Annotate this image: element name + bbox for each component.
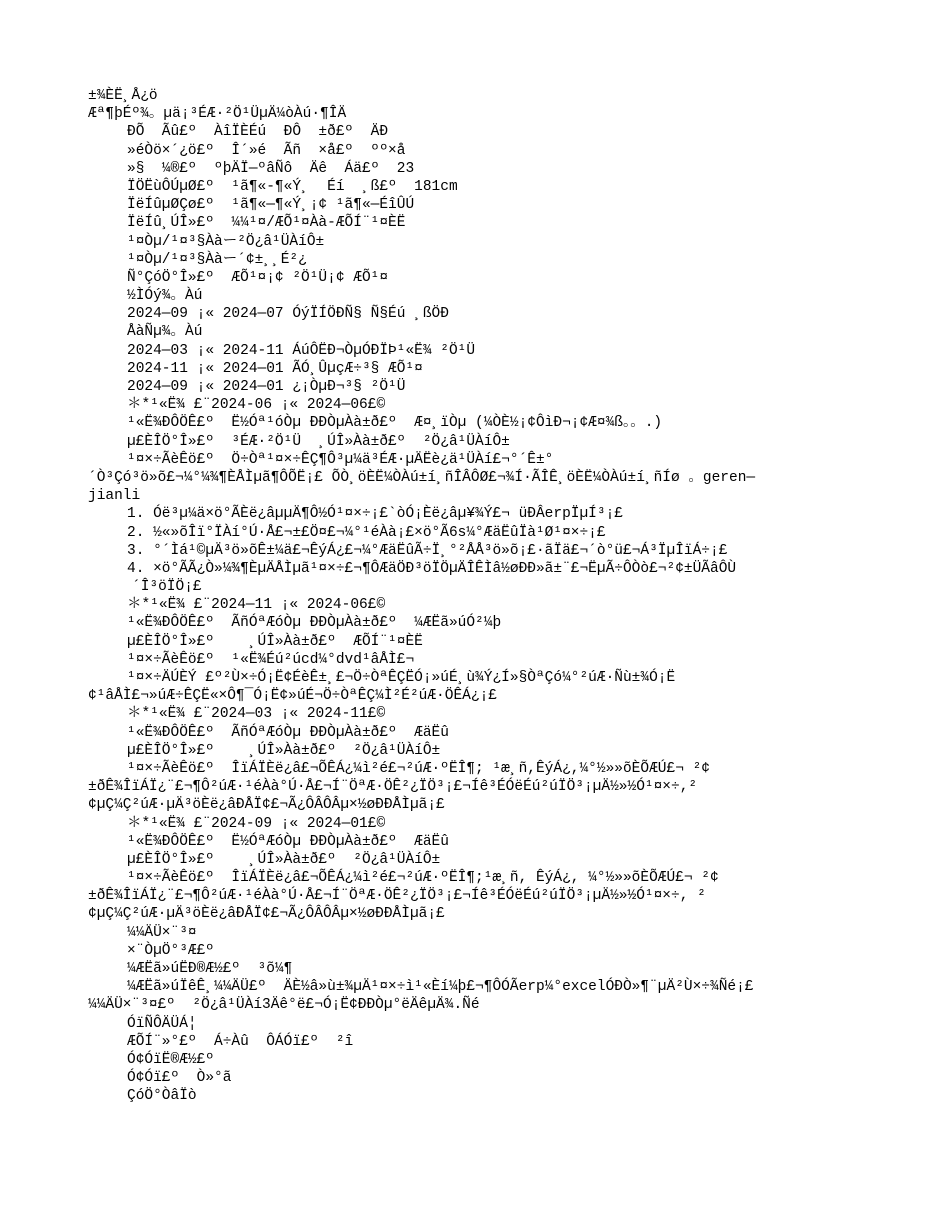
document-line: ÇóÖ°ÒâÏò (127, 1088, 197, 1105)
document-line: 2. ½«»õÎï°ÏÀí°Ú·Å£¬±£Ö¤£¬¼°¹éÀà¡£×ö°Ã6s¼°ÆäËûÏà¹Ø¹¤×÷¡£ (127, 524, 606, 541)
document-line: 3. °´Ìá¹©µÄ³ö»õÊ±¼ä£¬ÊýÁ¿£¬¼°ÆäËûÃ÷Ï¸°²ÅÅ³ö»õ¡£·ãÏä£¬´ò°ü£¬Á³ÏµÎïÁ÷¡£ (127, 542, 728, 559)
document-line: 2024—03 ¡« 2024-11 ÁúÔËÐ¬ÒµÓÐÏÞ¹«Ë¾ ²Ö¹Ü (127, 342, 476, 359)
document-line: µ£ÈÎÖ°Î»£º ¸ÚÎ»Àà±ð£º ÆÕÍ¨¹¤ÈË (127, 633, 423, 650)
document-line: 4. ×ö°ÃÃ¿Ò»¼¾¶ÈµÄÅÌµã¹¤×÷£¬¶ÔÆäÖÐ³öÏÖµÄÎÊÌâ½øÐÐ»ã±¨£¬ËµÃ÷ÔÒò£¬²¢±ÜÃâÔÙ (127, 560, 737, 577)
document-line: ÏÖËùÔÚµØ£º ¹ã¶«-¶«Ý¸ Éí ¸ß£º 181cm (127, 178, 458, 195)
document-line: ¹¤×÷ÄÚÈÝ £º²Ù×÷Ó¡Ë¢ÉèÊ±¸£¬Ö÷ÒªÊÇËÓ¡»úÉ¸ù¾Ý¿Í»§ÒªÇó¼°²úÆ·Ñù±¾Ó¡Ë (127, 670, 676, 686)
document-line: ÐÕ Ãû£º ÀîÏÈÉú ÐÔ ±ð£º ÄÐ (127, 124, 389, 141)
document-line: ¹¤×÷ÃèÊö£º ÎïÁÏÈë¿â£¬ÕÊÁ¿¼ì²é£¬²úÆ·ºËÎ¶; ¹æ¸ñ,ÊýÁ¿,¼°½»»õÈÕÆÚ£¬ ²¢ (127, 760, 710, 777)
document-line: ¢µÇ¼Ç²úÆ·µÄ³öÈë¿âÐÅÏ¢£¬Ã¿ÔÂÔÂµ×½øÐÐÅÌµã¡£ (88, 797, 445, 814)
document-line: ¹«Ë¾ÐÔÖÊ£º ÃñÓªÆóÒµ ÐÐÒµÀà±ð£º ¼ÆËã»úÓ²¼þ (127, 615, 502, 632)
document-line: ＊*¹«Ë¾ £¨2024-09 ¡« 2024—01£© (127, 815, 386, 832)
document-line: ÏëÍû¸ÚÎ»£º ¼¼¹¤/ÆÕ¹¤Àà-ÆÕÍ¨¹¤ÈË (127, 215, 406, 232)
document-line: ¢¹âÅÌ£¬»úÆ÷ÊÇË«×Ô¶¯Ó¡Ë¢»úÉ¬Ö÷ÒªÊÇ¼Ì²É²úÆ·ÖÊÁ¿¡£ (88, 688, 497, 705)
document-line: ´Î³öÏÖ¡£ (132, 579, 202, 596)
document-line: 1. Óë³µ¼ä×ö°ÃÈë¿âµµÄ¶Ô½Ó¹¤×÷¡£`òÓ¡Èë¿âµ¥¾Ý£¬ üÐÂerpÏµÍ³¡£ (127, 506, 623, 523)
document-line: ＊*¹«Ë¾ £¨2024-06 ¡« 2024—06£© (127, 397, 386, 414)
document-line: ×¨ÒµÖ°³Æ£º (127, 942, 215, 959)
document-line: ¼ÆËã»úÏêÊ¸¼¼ÄÜ£º ÄÈ½â»ù±¾µÄ¹¤×÷ì¹«Èí¼þ£¬¶ÔÓÃerp¼°excelÓÐÒ»¶¨µÄ²Ù×÷¾Ñé¡£ (127, 979, 754, 996)
document-line: Ñ°ÇóÖ°Î»£º ÆÕ¹¤¡¢ ²Ö¹Ü¡¢ ÆÕ¹¤ (127, 269, 389, 286)
document-line: ¹«Ë¾ÐÔÖÊ£º Ë½ÓªÆóÒµ ÐÐÒµÀà±ð£º ÆäËû (127, 833, 449, 850)
document-line: ´Ò³Çó³ö»õ£¬¼°¼¾¶ÈÅÌµã¶ÔÕË¡£ ÕÒ¸öÈË¼ÒÀú±í¸ñÎÂÔØ£¬¾Í·ÃÎÊ¸öÈË¼ÒÀú±í¸ñÍø 。geren— (88, 469, 756, 486)
document-line: »§ ¼®£º ºþÄÏ—ºâÑô Äê Áä£º 23 (127, 160, 415, 177)
document-line: ¼¼ÄÜ×¨³¤ (127, 924, 197, 941)
document-line: ¹¤×÷ÃèÊö£º ÎïÁÏÈë¿â£¬ÕÊÁ¿¼ì²é£¬²úÆ·ºËÎ¶;¹æ¸ñ, ÊýÁ¿, ¼°½»»õÈÕÆÚ£¬ ²¢ (127, 870, 719, 887)
document-line: jianli (88, 488, 141, 505)
document-line: ¹¤Òµ/¹¤³§Ààー²Ö¿â¹ÜÀíÔ± (127, 233, 325, 250)
document-line: µ£ÈÎÖ°Î»£º ¸ÚÎ»Àà±ð£º ²Ö¿â¹ÜÀíÔ± (127, 742, 441, 759)
document-line: ÆÕÍ¨»°£º Á÷Àû ÔÁÓï£º ²î (127, 1033, 354, 1050)
document-line: ¹¤×÷ÃèÊö£º Ö÷Òª¹¤×÷ÊÇ¶Ô³µ¼ä³ÉÆ·µÄËè¿ä¹ÜÀí£¬°´Ê±° (127, 451, 554, 468)
document-line: »éÒö×´¿ö£º Î´»é Ãñ ×å£º ºº×å (127, 142, 406, 159)
document-line: ¼ÆËã»úËÐ®Æ½£º ³õ¼¶ (127, 961, 293, 977)
document-line: ¹«Ë¾ÐÔÖÊ£º ÃñÓªÆóÒµ ÐÐÒµÀà±ð£º ÆäËû (127, 724, 449, 741)
document-line: 2024—09 ¡« 2024—07 ÓýÏÍÖÐÑ§ Ñ§Éú ¸ßÖÐ (127, 306, 449, 323)
document-line: ¹¤×÷ÃèÊö£º ¹«Ë¾Éú²úcd¼°dvd¹âÅÌ£¬ (127, 651, 415, 668)
document-line: ±¾ÈË¸Å¿ö (88, 88, 158, 104)
document-line: ½ÌÓý¾。Àú (127, 288, 203, 305)
document-line: ¢µÇ¼Ç²úÆ·µÄ³öÈë¿âÐÅÏ¢£¬Ã¿ÔÂÔÂµ×½øÐÐÅÌµã¡£ (88, 906, 445, 923)
document-line: ÅàÑµ¾。Àú (127, 324, 203, 341)
document-line: µ£ÈÎÖ°Î»£º ³ÉÆ·²Ö¹Ü ¸ÚÎ»Àà±ð£º ²Ö¿â¹ÜÀíÔ± (127, 433, 510, 450)
document-line: ±ðÊ¾ÎïÁÏ¿¨£¬¶Ô²úÆ·¹éÀà°Ú·Å£¬Í¨ÖªÆ·ÖÊ²¿ÏÖ³¡£¬Íê³ÉÓëÉú²úÏÖ³¡µÄ½»½Ó¹¤×÷, ² (88, 888, 706, 905)
document-line: µ£ÈÎÖ°Î»£º ¸ÚÎ»Àà±ð£º ²Ö¿â¹ÜÀíÔ± (127, 851, 441, 868)
document-line: ±ðÊ¾ÎïÁÏ¿¨£¬¶Ô²úÆ·¹éÀà°Ú·Å£¬Í¨ÖªÆ·ÖÊ²¿ÏÖ³¡£¬Íê³ÉÓëÉú²úÏÖ³¡µÄ½»½Ó¹¤×÷,² (88, 779, 698, 796)
document-line: Ó¢ÓïË®Æ½£º (127, 1051, 215, 1068)
document-line: ÓïÑÔÄÜÁ¦ (127, 1015, 197, 1032)
document-line: ÏëÍûµØÇø£º ¹ã¶«—¶«Ý¸¡¢ ¹ã¶«—ÉîÛÚ (127, 197, 415, 214)
document-line: ¹¤Òµ/¹¤³§Ààー´¢±¸¸É²¿ (127, 251, 307, 268)
document-line: 2024—09 ¡« 2024—01 ¿¡ÒµÐ¬³§ ²Ö¹Ü (127, 379, 406, 395)
document-line: Æª¶þÉº¾。µä¡³ÉÆ·²Ö¹ÜµÄ¼òÀú·¶ÎÄ (88, 106, 347, 123)
document-line: ＊*¹«Ë¾ £¨2024—11 ¡« 2024-06£© (127, 597, 386, 614)
document-line: 2024-11 ¡« 2024—01 ÃÓ¸ÛµçÆ÷³§ ÆÕ¹¤ (127, 360, 423, 377)
document-line: ¼¼ÄÜ×¨³¤£º ²Ö¿â¹ÜÀí3Äê°ë£¬Ó¡Ë¢ÐÐÒµ°ëÄêµÄ¾.Ñé (88, 997, 480, 1014)
document-line: Ó¢Óï£º Ò»°ã (127, 1070, 232, 1087)
document-line: ¹«Ë¾ÐÔÖÊ£º Ë½Óª¹óÒµ ÐÐÒµÀà±ð£º Æ¤¸ïÒµ (¼ÒÈ½¡¢ÔìÐ¬¡¢Æ¤¾ß。。.) (127, 415, 663, 432)
document-line: ＊*¹«Ë¾ £¨2024—03 ¡« 2024-11£© (127, 706, 386, 723)
